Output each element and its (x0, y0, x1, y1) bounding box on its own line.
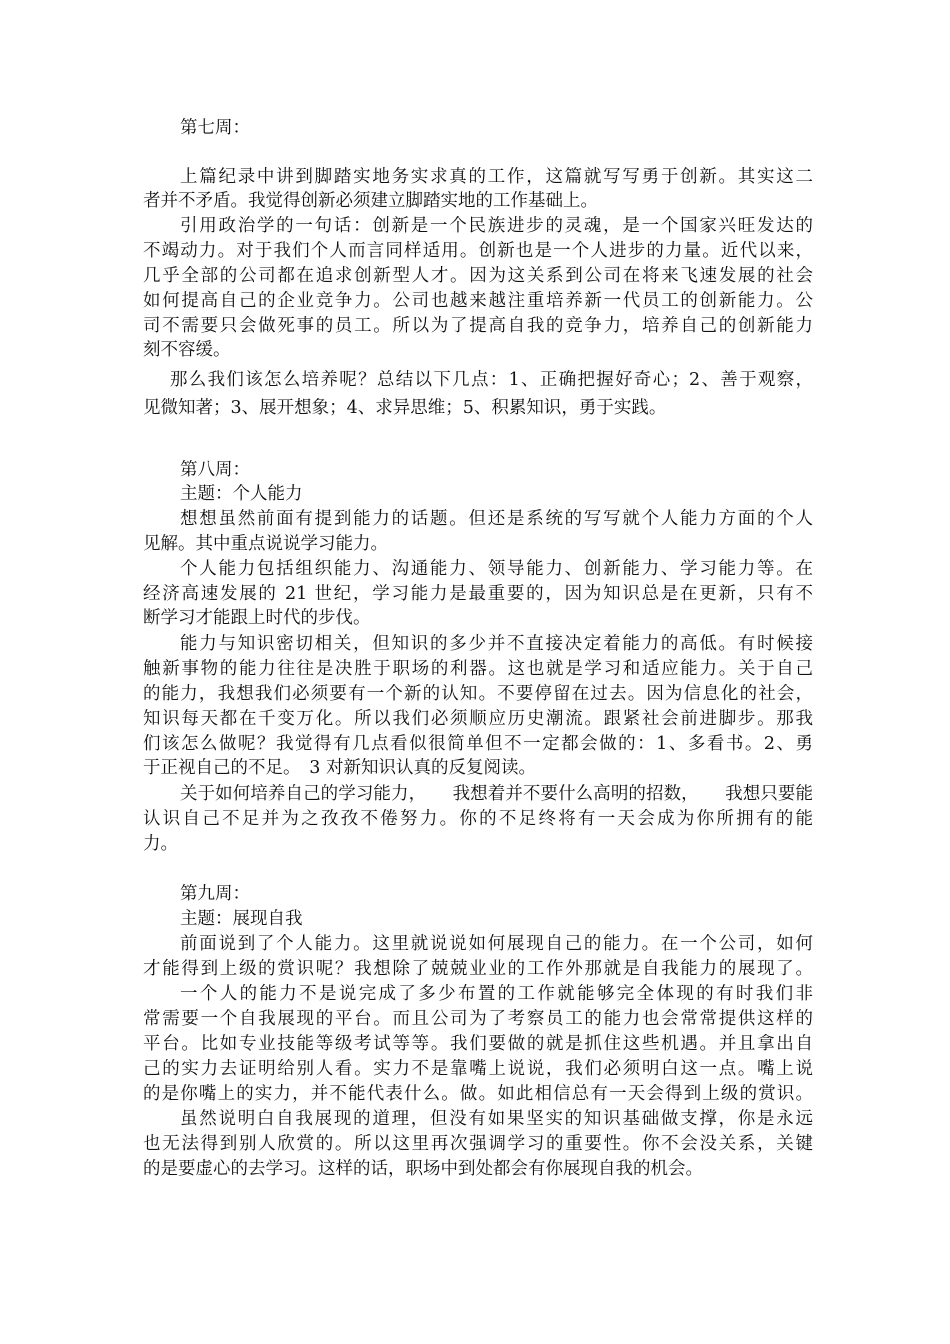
paragraph-line: 见微知著；3、展开想象；4、求异思维；5、积累知识，勇于实践。 (143, 398, 667, 418)
paragraph-line: 力。 (143, 834, 178, 854)
paragraph-line: 的是你嘴上的实力，并不能代表什么。做。如此相信总有一天会得到上级的赏识。 (143, 1084, 813, 1104)
paragraph-line: 断学习才能跟上时代的步伐。 (143, 608, 371, 628)
paragraph-line: 己的实力去证明给别人看。实力不是靠嘴上说说，我们必须明白这一点。嘴上说 (143, 1059, 813, 1079)
paragraph-line: 那么我们该怎么培养呢？总结以下几点：1、正确把握好奇心；2、善于观察， (170, 370, 813, 390)
paragraph-line: 常需要一个自我展现的平台。而且公司为了考察员工的能力也会常常提供这样的 (143, 1009, 813, 1029)
paragraph-line: 一个人的能力不是说完成了多少布置的工作就能够完全体现的有时我们非 (180, 984, 813, 1004)
paragraph-line: 才能得到上级的赏识呢？我想除了兢兢业业的工作外那就是自我能力的展现了。 (143, 959, 813, 979)
paragraph-line: 的是要虚心的去学习。这样的话，职场中到处都会有你展现自我的机会。 (143, 1159, 703, 1179)
paragraph-line: 能力与知识密切相关，但知识的多少并不直接决定着能力的高低。有时候接 (180, 634, 813, 654)
paragraph-line: 见解。其中重点说说学习能力。 (143, 534, 388, 554)
paragraph-line: 关于如何培养自己的学习能力， 我想着并不要什么高明的招数， 我想只要能 (180, 784, 813, 804)
paragraph-line: 也无法得到别人欣赏的。所以这里再次强调学习的重要性。你不会没关系，关键 (143, 1134, 813, 1154)
paragraph-line: 认识自己不足并为之孜孜不倦努力。你的不足终将有一天会成为你所拥有的能 (143, 809, 813, 829)
paragraph-line: 于正视自己的不足。 3 对新知识认真的反复阅读。 (143, 758, 536, 778)
week7-heading: 第七周： (180, 118, 250, 138)
paragraph-line: 经济高速发展的 21 世纪，学习能力是最重要的，因为知识总是在更新，只有不 (143, 584, 813, 604)
paragraph-line: 知识每天都在千变万化。所以我们必须顺应历史潮流。跟紧社会前进脚步。那我 (143, 709, 813, 729)
paragraph-line: 者并不矛盾。我觉得创新必须建立脚踏实地的工作基础上。 (143, 191, 598, 211)
paragraph-line: 刻不容缓。 (143, 340, 231, 360)
paragraph-line: 上篇纪录中讲到脚踏实地务实求真的工作，这篇就写写勇于创新。其实这二 (180, 167, 813, 187)
week9-heading: 第九周： (180, 884, 250, 904)
paragraph-line: 的能力，我想我们必须要有一个新的认知。不要停留在过去。因为信息化的社会， (143, 684, 813, 704)
paragraph-line: 虽然说明白自我展现的道理，但没有如果坚实的知识基础做支撑，你是永远 (180, 1109, 813, 1129)
paragraph-line: 个人能力包括组织能力、沟通能力、领导能力、创新能力、学习能力等。在 (180, 559, 813, 579)
paragraph-line: 不竭动力。对于我们个人而言同样适用。创新也是一个人进步的力量。近代以来， (143, 241, 813, 261)
paragraph-line: 平台。比如专业技能等级考试等等。我们要做的就是抓住这些机遇。并且拿出自 (143, 1034, 813, 1054)
paragraph-line: 引用政治学的一句话：创新是一个民族进步的灵魂，是一个国家兴旺发达的 (180, 216, 813, 236)
paragraph-line: 想想虽然前面有提到能力的话题。但还是系统的写写就个人能力方面的个人 (180, 509, 813, 529)
week8-heading: 第八周： (180, 460, 250, 480)
paragraph-line: 触新事物的能力往往是决胜于职场的利器。这也就是学习和适应能力。关于自己 (143, 659, 813, 679)
paragraph-line: 如何提高自己的企业竞争力。公司也越来越注重培养新一代员工的创新能力。公 (143, 291, 813, 311)
paragraph-line: 司不需要只会做死事的员工。所以为了提高自我的竞争力，培养自己的创新能力 (143, 316, 813, 336)
week8-topic: 主题：个人能力 (180, 484, 303, 504)
paragraph-line: 们该怎么做呢？我觉得有几点看似很简单但不一定都会做的：1、多看书。2、勇 (143, 734, 813, 754)
paragraph-line: 几乎全部的公司都在追求创新型人才。因为这关系到公司在将来飞速发展的社会 (143, 266, 813, 286)
week9-topic: 主题：展现自我 (180, 909, 303, 929)
paragraph-line: 前面说到了个人能力。这里就说说如何展现自己的能力。在一个公司，如何 (180, 934, 813, 954)
